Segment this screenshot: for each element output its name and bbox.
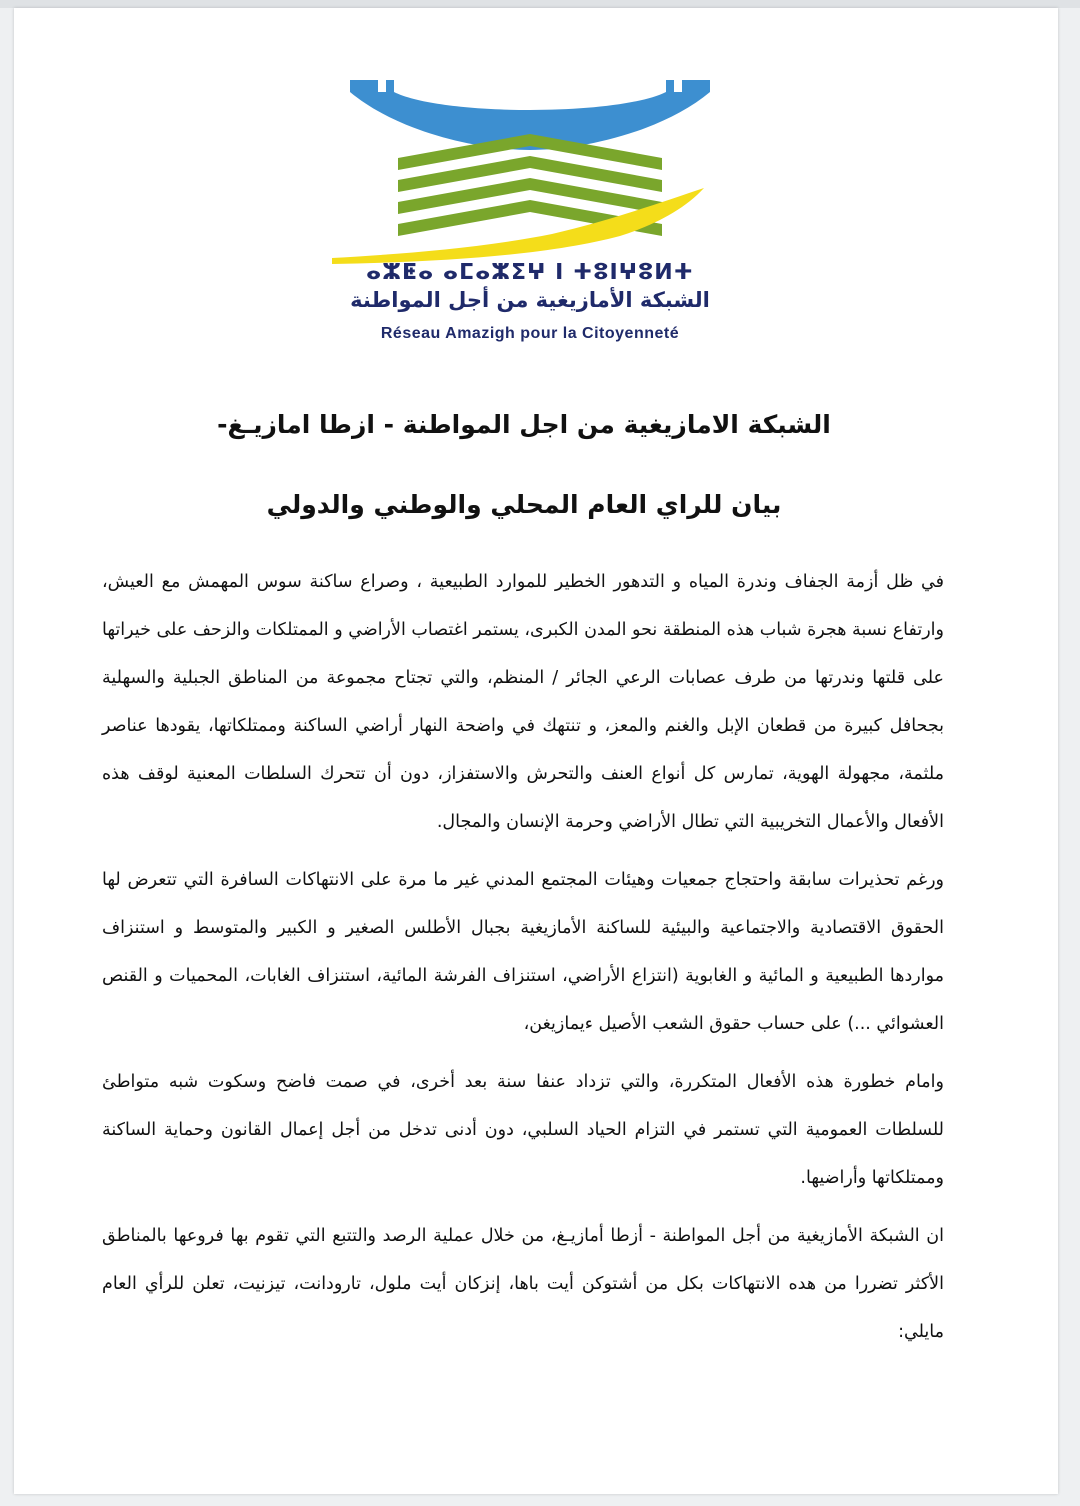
paragraph: ورغم تحذيرات سابقة واحتجاج جمعيات وهيئات المجتمع المدني غير ما مرة على الانتهاكات السافرة التي تتعرض لها الحقوق الاقتصادية والاجتماعية والبيئية للساكنة الأمازيغية بجبال الأطلس الصغير و الكبير والمتوسط و استنزاف مواردها الطبيعية و المائية و الغابوية (انتزاع الأراضي، استنزاف الفرشة المائية، استنزاف الغابات، المحميات و القنص العشوائي ...) على حساب حقوق الشعب الأصيل ءيمازيغن، (102, 870, 944, 1034)
viewer-top-strip (0, 0, 1080, 8)
logo-arabic-text: الشبكة الأمازيغية من أجل المواطنة (350, 288, 710, 312)
logo-french-text: Réseau Amazigh pour la Citoyenneté (380, 325, 680, 342)
document-body (102, 558, 944, 1366)
document-subtitle: بيان للراي العام المحلي والوطني والدولي (266, 490, 782, 519)
logo-tifinagh-text: ⴰⵣⵟⴰ ⴰⵎⴰⵣⵉⵖ ⵏ ⵜⵓⵏⵖⵓⵍⵜ (366, 260, 694, 285)
paragraph: في ظل أزمة الجفاف وندرة المياه و التدهور الخطير للموارد الطبيعية ، وصراع ساكنة سوس المهمش مع العيش، وارتفاع نسبة هجرة شباب هذه المنطقة نحو المدن الكبرى، يستمر اغتصاب الأراضي و الممتلكات والزحف على خيراتها على قلتها وندرتها من طرف عصابات الرعي الجائر / المنظم، والتي تجتاح مجموعة من المناطق الجبلية والسهلية بجحافل كبيرة من قطعان الإبل والغنم والمعز، و تنتهك في واضحة النهار أراضي الساكنة وممتلكاتها، يقودها عناصر ملثمة، مجهولة الهوية، تمارس كل أنواع العنف والتحرش والاستفزاز، دون أن تتحرك السلطات المعنية لوقف هذه الأفعال والأعمال التخريبية التي تطال الأراضي وحرمة الإنسان والمجال. (102, 572, 944, 832)
paragraph: ان الشبكة الأمازيغية من أجل المواطنة - أزطا أمازيـغ، من خلال عملية الرصد والتتبع التي تقوم بها فروعها بالمناطق الأكثر تضررا من هده الانتهاكات بكل من أشتوكن أيت باها، إنزكان أيت ملول، تارودانت، تيزنيت، تعلن للرأي العام مايلي: (102, 1226, 944, 1342)
document-title: الشبكة الامازيغية من اجل المواطنة - ازطا امازيـغ- (217, 410, 831, 439)
organization-logo (332, 70, 728, 360)
document-page (14, 8, 1058, 1494)
paragraph: وامام خطورة هذه الأفعال المتكررة، والتي تزداد عنفا سنة بعد أخرى، في صمت فاضح وسكوت شبه متواطئ للسلطات العمومية التي تستمر في التزام الحياد السلبي، دون أدنى تدخل من أجل إعمال القانون وحماية الساكنة وممتلكاتها وأراضيها. (102, 1072, 944, 1188)
logo-emblem-graphic (332, 70, 728, 270)
